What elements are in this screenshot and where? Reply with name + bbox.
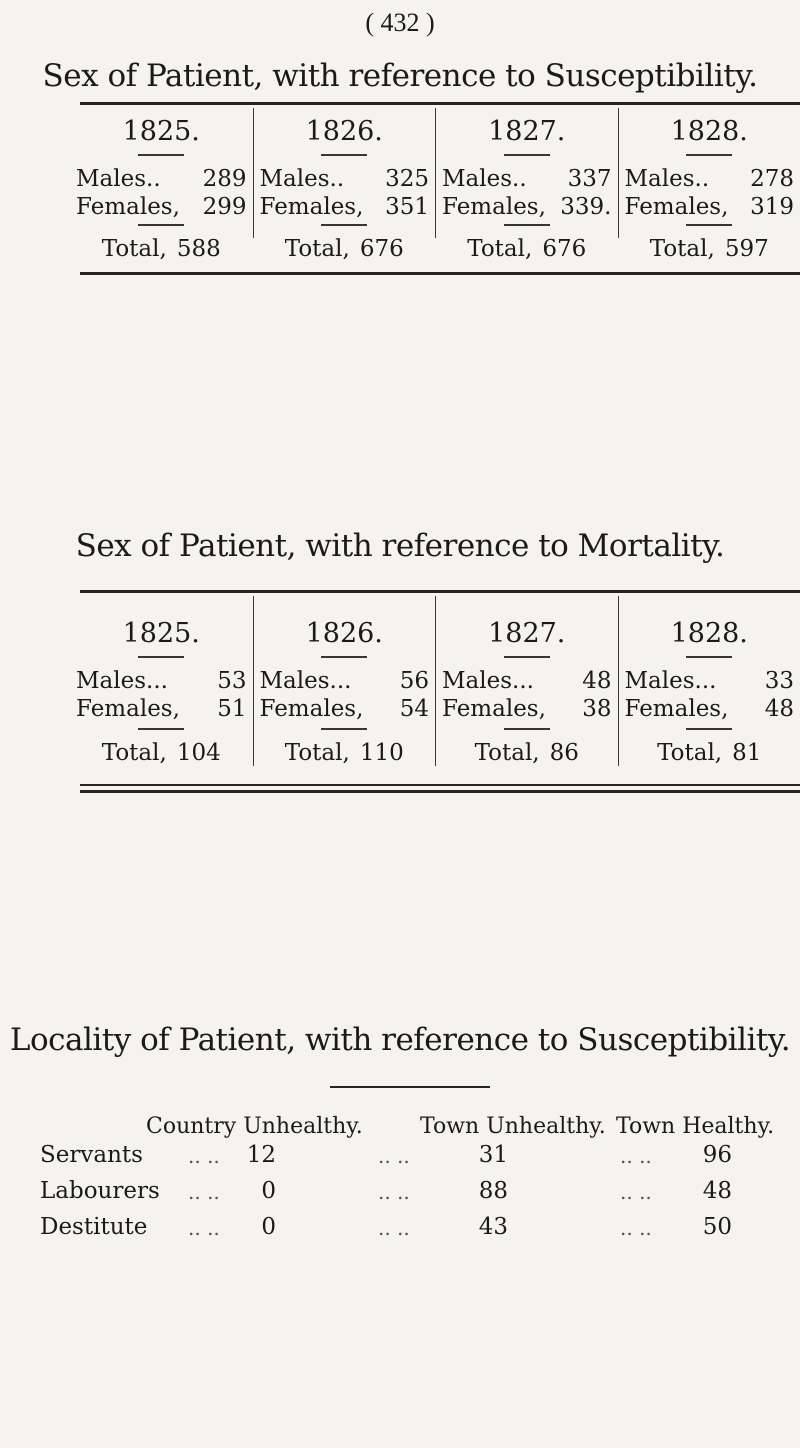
total-rule [686,728,732,730]
females-row [260,194,430,220]
total-row [76,740,247,766]
total-label: Total, [474,740,540,766]
year-underline [686,656,732,658]
females-value: 299 [202,194,247,220]
year-heading: 1827. [488,116,566,147]
males-label: Males... [442,668,534,694]
leader-dots: .. .. [188,1144,220,1168]
total-row [625,740,795,766]
mortality-bottom-rule-1 [80,784,800,786]
males-label: Males... [259,668,352,694]
females-label: Females, [76,194,180,220]
header-country-unhealthy: Country Unhealthy. [146,1114,363,1139]
females-row [76,696,247,722]
susceptibility-col-1825 [70,108,253,262]
total-value: 588 [176,236,221,262]
total-row [625,236,795,262]
leader-dots: .. .. [378,1180,410,1204]
year-heading: 1826. [305,116,383,147]
total-value: 104 [176,740,221,766]
leader-dots: .. .. [620,1216,652,1240]
males-value: 289 [202,166,247,192]
total-rule [504,224,550,226]
females-label: Females, [442,194,546,220]
total-label: Total, [657,740,723,766]
year-underline [321,656,367,658]
males-value: 56 [399,668,429,694]
total-rule [504,728,550,730]
males-value: 53 [217,668,247,694]
mortality-bottom-rule-2 [80,790,800,793]
males-row [625,166,795,192]
year-heading: 1825. [122,116,200,147]
males-label: Males... [624,668,717,694]
females-label: Females, [624,194,729,220]
females-row [76,194,247,220]
total-rule [321,224,367,226]
females-value: 48 [764,696,794,722]
susceptibility-top-rule [80,102,800,105]
mortality-col-1825 [70,596,253,766]
males-row [76,668,247,694]
mortality-col-1827 [435,596,618,766]
males-row [260,166,430,192]
total-label: Total, [467,236,533,262]
susceptibility-col-1826 [253,108,436,262]
cell-servants-town-healthy: 96 [702,1142,732,1168]
mortality-title: Sex of Patient, with reference to Mortality. [75,528,725,564]
females-value: 51 [217,696,247,722]
total-row [260,740,430,766]
leader-dots: .. .. [620,1180,652,1204]
females-row [442,696,612,722]
females-value: 54 [399,696,429,722]
cell-destitute-country-unhealthy: 0 [261,1214,276,1240]
total-rule [138,224,184,226]
males-value: 33 [764,668,794,694]
cell-labourers-town-unhealthy: 88 [478,1178,508,1204]
year-underline [686,154,732,156]
row-label-labourers: Labourers [40,1178,160,1204]
total-row [442,236,612,262]
susceptibility-table [70,108,800,262]
year-underline [504,154,550,156]
year-heading: 1828. [670,618,748,649]
total-value: 86 [549,740,579,766]
cell-labourers-town-healthy: 48 [702,1178,732,1204]
females-row [625,194,795,220]
total-row [442,740,612,766]
males-label: Males.. [442,166,527,192]
females-row [260,696,430,722]
header-town-healthy: Town Healthy. [616,1114,775,1139]
leader-dots: .. .. [378,1144,410,1168]
page-number: ( 432 ) [365,8,435,37]
susceptibility-col-1827 [435,108,618,262]
females-row [625,696,795,722]
cell-destitute-town-healthy: 50 [702,1214,732,1240]
females-label: Females, [259,194,364,220]
row-label-servants: Servants [40,1142,143,1168]
cell-destitute-town-unhealthy: 43 [478,1214,508,1240]
total-label: Total, [284,740,350,766]
males-value: 48 [582,668,612,694]
mortality-table [70,596,800,766]
leader-dots: .. .. [188,1180,220,1204]
total-label: Total, [649,236,715,262]
leader-dots: .. .. [188,1216,220,1240]
year-underline [138,656,184,658]
year-heading: 1827. [488,618,566,649]
females-value: 339. [560,194,612,220]
mortality-col-1826 [253,596,436,766]
females-label: Females, [624,696,729,722]
males-value: 278 [750,166,794,192]
total-value: 110 [359,740,404,766]
year-underline [138,154,184,156]
header-town-unhealthy: Town Unhealthy. [420,1114,606,1139]
total-rule [321,728,367,730]
total-label: Total, [284,236,350,262]
females-value: 38 [582,696,612,722]
total-value: 81 [732,740,762,766]
total-label: Total, [101,740,167,766]
total-rule [686,224,732,226]
total-value: 676 [359,236,404,262]
year-underline [504,656,550,658]
females-value: 351 [385,194,429,220]
cell-labourers-country-unhealthy: 0 [261,1178,276,1204]
males-row [625,668,795,694]
males-label: Males.. [76,166,161,192]
year-underline [321,154,367,156]
total-value: 676 [542,236,587,262]
females-label: Females, [442,696,546,722]
males-label: Males... [76,668,168,694]
total-row [260,236,430,262]
females-value: 319 [750,194,794,220]
males-row [442,668,612,694]
males-value: 337 [567,166,612,192]
males-label: Males.. [259,166,345,192]
locality-title: Locality of Patient, with reference to Susceptibility. [9,1022,791,1058]
males-label: Males.. [624,166,710,192]
year-heading: 1825. [122,618,200,649]
females-row [442,194,612,220]
cell-servants-town-unhealthy: 31 [478,1142,508,1168]
susceptibility-bottom-rule [80,272,800,275]
females-label: Females, [76,696,180,722]
females-label: Females, [259,696,364,722]
year-heading: 1826. [305,618,383,649]
mortality-top-rule [80,590,800,593]
cell-servants-country-unhealthy: 12 [246,1142,276,1168]
total-value: 597 [724,236,769,262]
leader-dots: .. .. [620,1144,652,1168]
leader-dots: .. .. [378,1216,410,1240]
locality-title-rule [330,1086,490,1088]
males-row [442,166,612,192]
susceptibility-title: Sex of Patient, with reference to Susceptibility. [42,58,758,94]
males-row [260,668,430,694]
males-row [76,166,247,192]
susceptibility-col-1828 [618,108,800,262]
year-heading: 1828. [670,116,748,147]
total-label: Total, [101,236,167,262]
males-value: 325 [385,166,429,192]
row-label-destitute: Destitute [40,1214,148,1240]
total-row [76,236,247,262]
mortality-col-1828 [618,596,800,766]
total-rule [138,728,184,730]
